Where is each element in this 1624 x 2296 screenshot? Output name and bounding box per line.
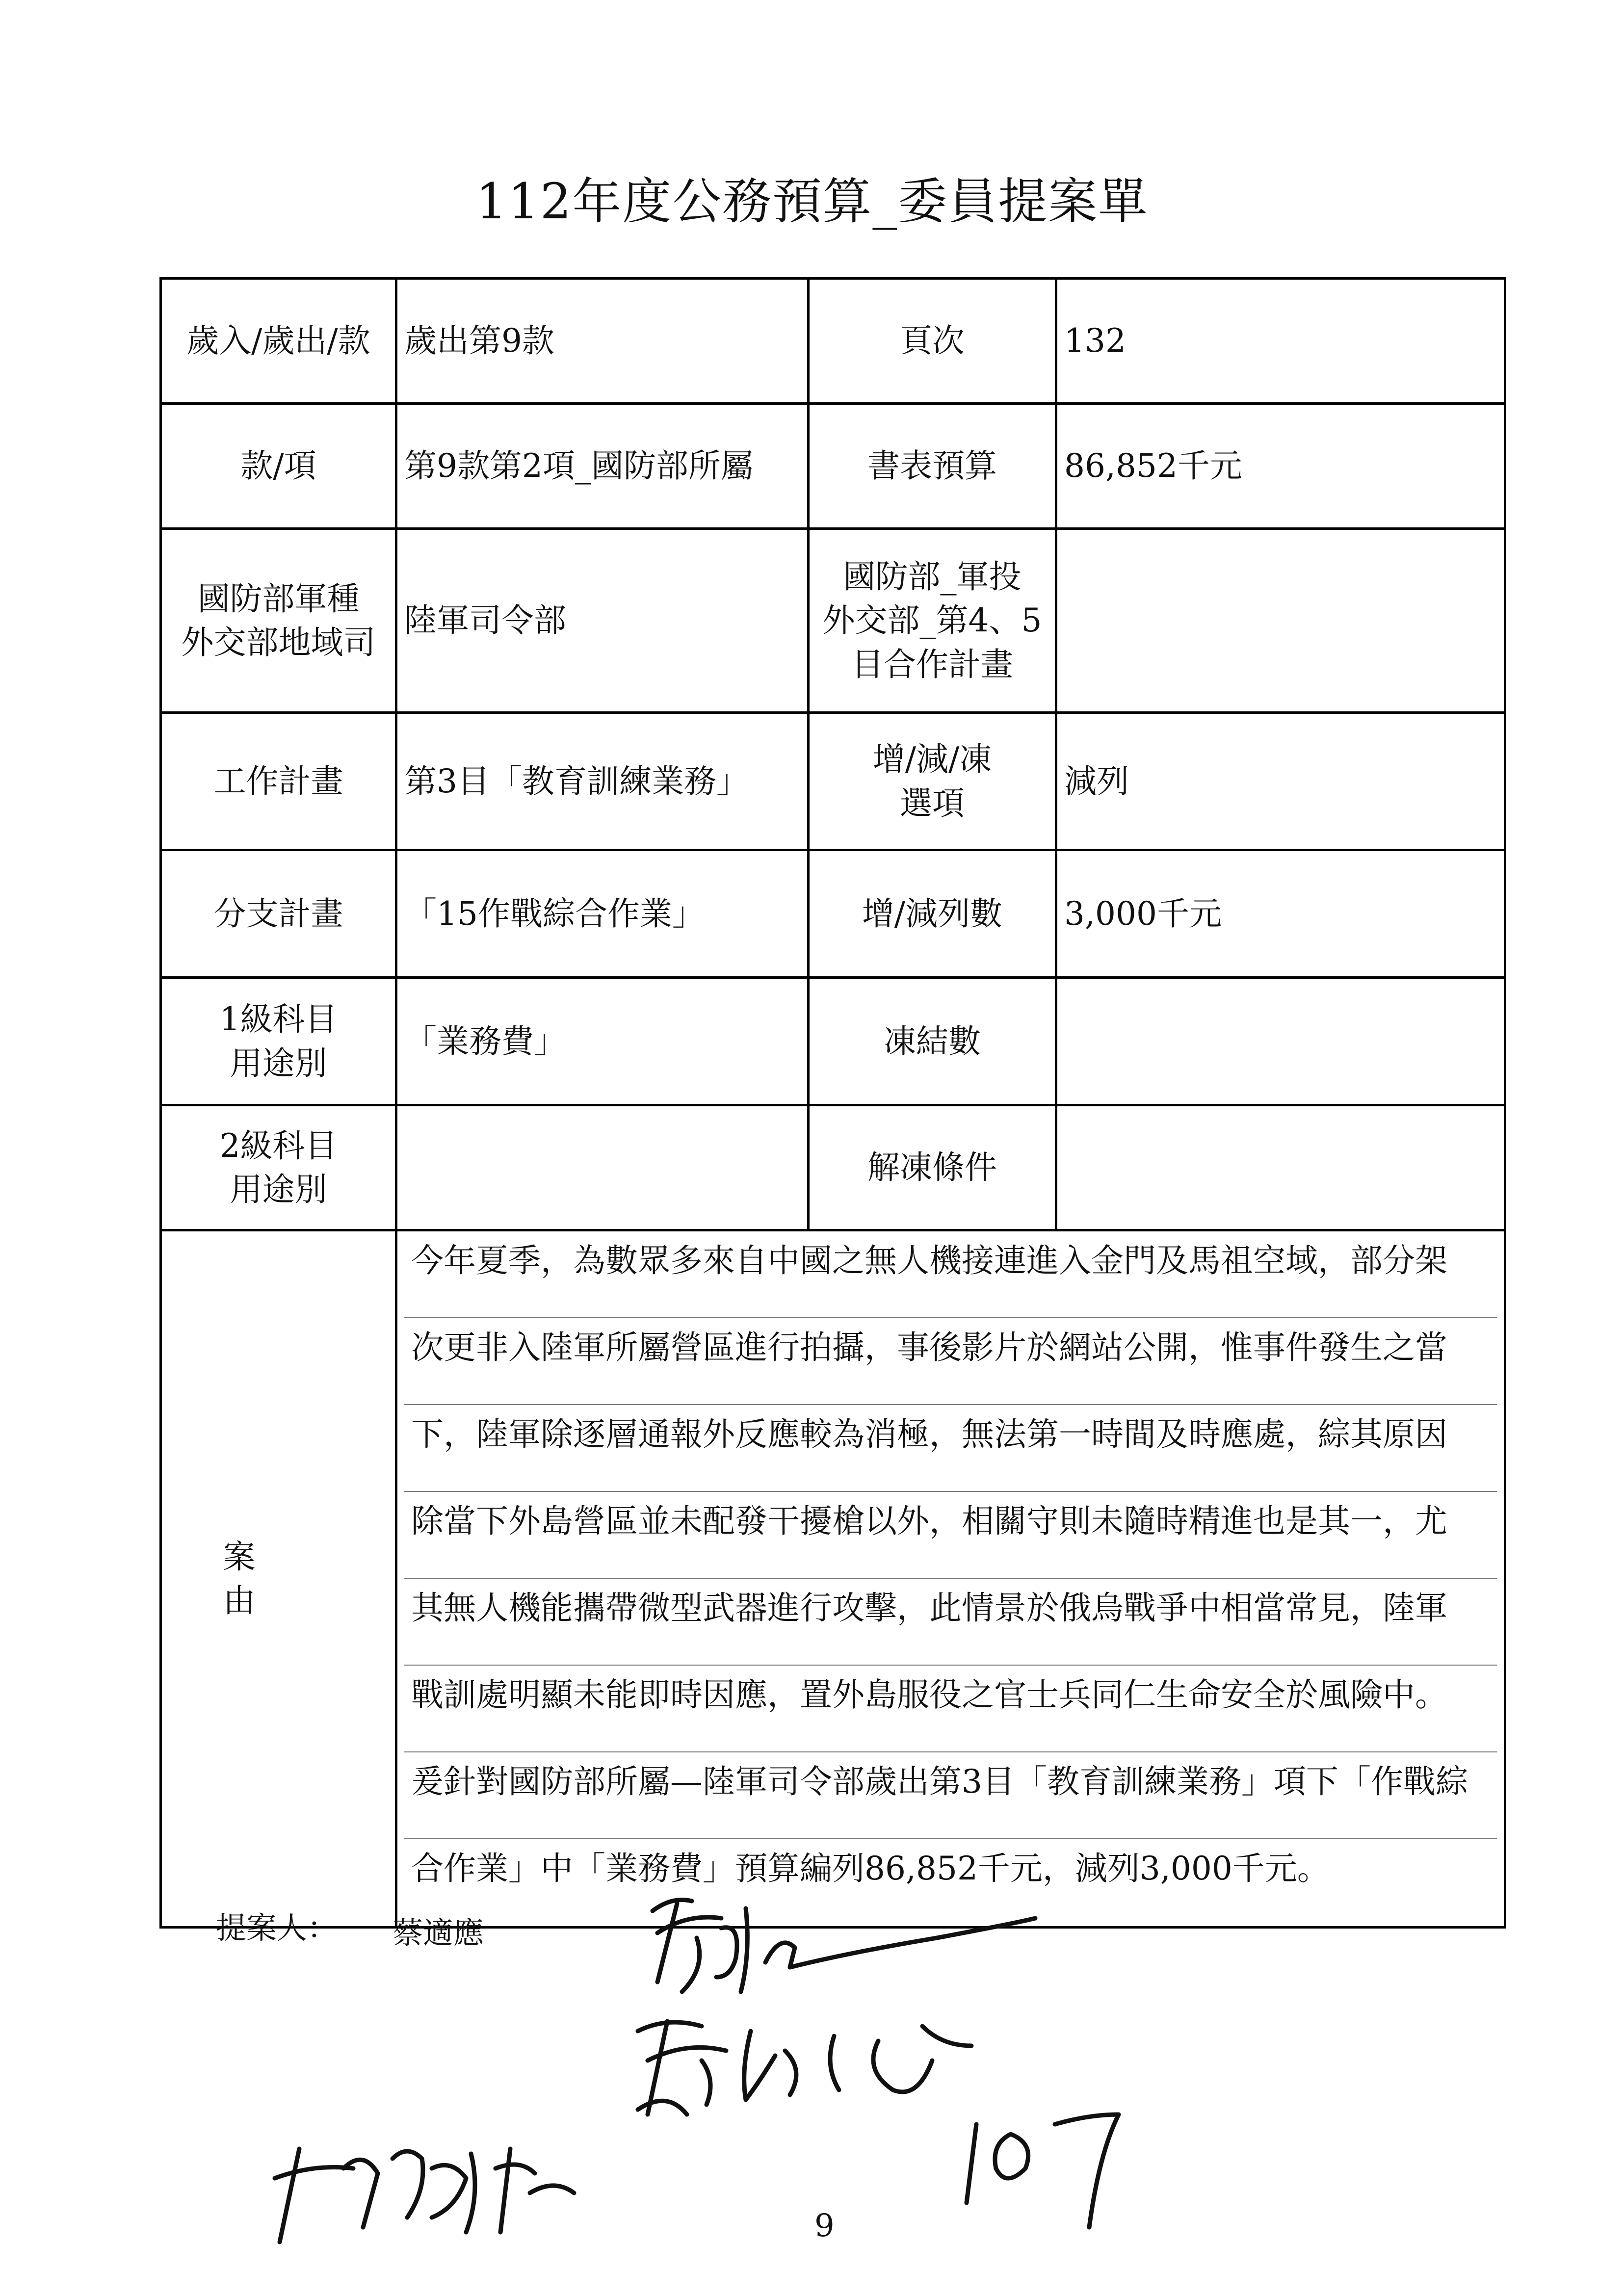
label-unit-line-1: 國防部軍種 [197,579,360,618]
page-title: 112年度公務預算_委員提案單 [475,173,1149,230]
label-budget: 書表預算 [809,404,1056,529]
proposer-name: 蔡適應 [393,1915,484,1951]
label-level2-line-2: 用途別 [230,1171,327,1208]
value-sub-plan: 「15作戰綜合作業」 [396,850,809,978]
proposer-label: 提案人： [216,1910,338,1946]
value-page: 132 [1056,279,1505,404]
reason-line: 除當下外島營區並未配發干擾槍以外，相關守則未隨時精進也是其一，尤 [404,1492,1497,1579]
label-adjust-amount: 增/減列數 [809,850,1056,978]
signature-stroke [275,2149,574,2242]
label-cooperation-line-1: 國防部_軍投 [843,558,1022,596]
label-level1-line-2: 用途別 [230,1044,327,1082]
note-stroke [995,2134,1028,2178]
label-work-plan: 工作計畫 [161,713,396,850]
value-level1: 「業務費」 [396,978,809,1105]
note-stroke [1055,2114,1119,2227]
label-unfreeze-condition: 解凍條件 [809,1105,1056,1230]
value-adjust-amount: 3,000千元 [1056,850,1505,978]
signature-stroke [638,2021,971,2114]
label-cooperation-line-3: 目合作計畫 [851,645,1013,683]
reason-line: 戰訓處明顯未能即時因應，置外島服役之官士兵同仁生命安全於風險中。 [404,1666,1497,1752]
label-adjust-line-2: 選項 [900,784,965,822]
reason-line: 次更非入陸軍所屬營區進行拍攝，事後影片於網站公開，惟事件發生之當 [404,1318,1497,1405]
label-level2-line-1: 2級科目 [219,1126,338,1165]
label-unit-line-2: 外交部地域司 [181,624,376,661]
reason-line: 合作業」中「業務費」預算編列86,852千元，減列3,000千元。 [411,1850,1330,1887]
label-cooperation-line-2: 外交部_第4、5 [822,601,1042,640]
label-item: 款/項 [161,404,396,529]
label-category: 歲入/歲出/款 [161,279,396,404]
reason-line: 其無人機能攜帶微型武器進行攻擊，此情景於俄烏戰爭中相當常見，陸軍 [404,1579,1497,1666]
label-page: 頁次 [809,279,1056,404]
value-item: 第9款第2項_國防部所屬 [396,404,809,529]
label-reason: 案由 [161,1230,396,1928]
page-number: 9 [814,2208,835,2244]
value-unit: 陸軍司令部 [396,529,809,713]
label-freeze-amount: 凍結數 [809,978,1056,1105]
reason-line: 爰針對國防部所屬—陸軍司令部歲出第3目「教育訓練業務」項下「作戰綜 [404,1752,1497,1839]
value-adjust-option: 減列 [1056,713,1505,850]
label-sub-plan: 分支計畫 [161,850,396,978]
label-adjust-line-1: 增/減/凍 [872,740,992,779]
value-work-plan: 第3目「教育訓練業務」 [396,713,809,850]
value-category: 歲出第9款 [396,279,809,404]
reason-line: 下，陸軍除逐層通報外反應較為消極，無法第一時間及時應處，綜其原因 [404,1405,1497,1492]
label-level1-line-1: 1級科目 [219,1000,338,1039]
value-budget: 86,852千元 [1056,404,1505,529]
reason-line: 今年夏季，為數眾多來自中國之無人機接連進入金門及馬祖空域，部分架 [404,1231,1497,1318]
note-stroke [967,2124,976,2203]
signature-stroke [653,1900,1035,1992]
